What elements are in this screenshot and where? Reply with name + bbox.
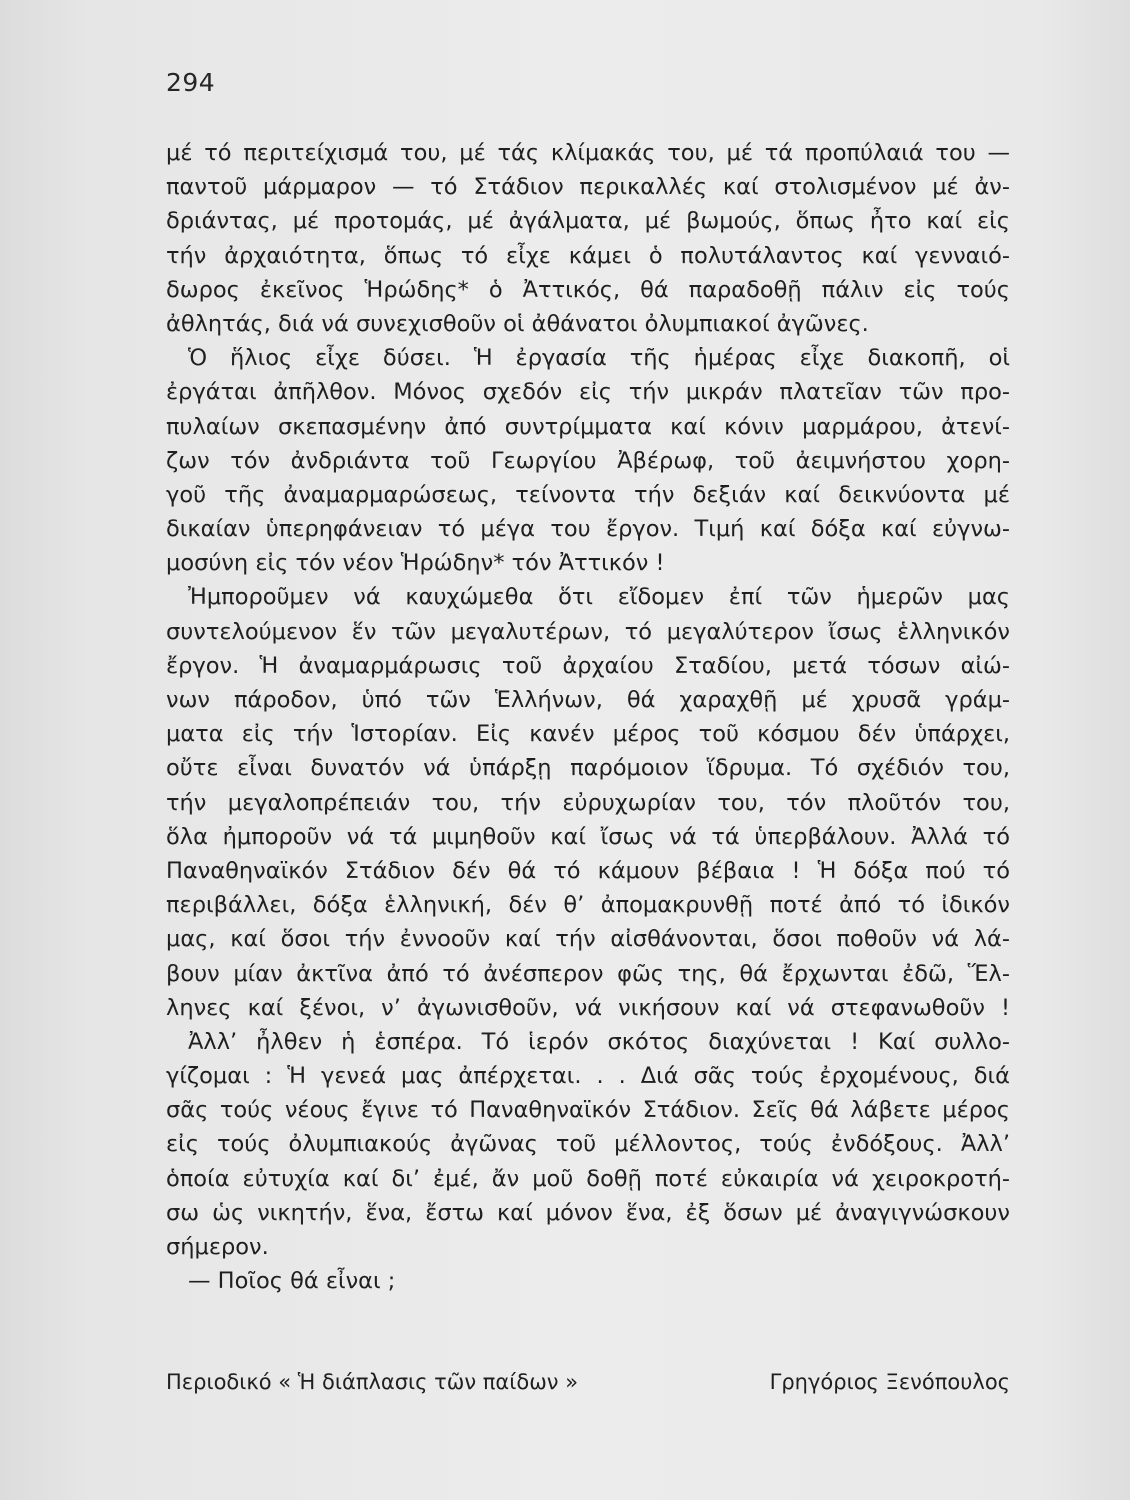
text-line: δικαίαν ὑπερηφάνειαν τό μέγα του ἔργον. Τιμή καί δόξα καί εὐγνω- [166,516,1010,543]
footer-author: Γρηγόριος Ξενόπουλος [769,1370,1010,1394]
text-line: τήν ἀρχαιότητα, ὅπως τό εἶχε κάμει ὁ πολυτάλαντος καί γενναιό- [166,242,1010,269]
text-line: συντελούμενον ἕν τῶν μεγαλυτέρων, τό μεγαλύτερον ἴσως ἑλληνικόν [166,618,1010,645]
text-line: Ἀλλ’ ἦλθεν ἡ ἑσπέρα. Τό ἱερόν σκότος διαχύνεται ! Καί συλλο- [188,1028,1010,1055]
text-line: δριάντας, μέ προτομάς, μέ ἀγάλματα, μέ βωμούς, ὅπως ἦτο καί εἰς [166,208,1010,235]
text-line: βουν μίαν ἀκτῖνα ἀπό τό ἀνέσπερον φῶς της, θά ἔρχωνται ἐδῶ, Ἕλ- [166,960,1010,987]
text-line: ματα εἰς τήν Ἱστορίαν. Εἰς κανέν μέρος τοῦ κόσμου δέν ὑπάρχει, [166,721,1010,748]
text-line: μας, καί ὅσοι τήν ἐννοοῦν καί τήν αἰσθάνονται, ὅσοι ποθοῦν νά λά- [166,926,1010,953]
text-line: δωρος ἐκεῖνος Ἡρώδης* ὁ Ἀττικός, θά παραδοθῇ πάλιν εἰς τούς [166,276,1010,303]
page-footer [166,1370,1010,1394]
text-line: μέ τό περιτείχισμά του, μέ τάς κλίμακάς του, μέ τά προπύλαιά του — [166,140,1010,166]
text-line: σήμερον. [166,1234,269,1260]
text-line: περιβάλλει, δόξα ἑλληνική, δέν θ’ ἀπομακρυνθῇ ποτέ ἀπό τό ἰδικόν [166,892,1010,919]
text-line: οὔτε εἶναι δυνατόν νά ὑπάρξῃ παρόμοιον ἵδρυμα. Τό σχέδιόν του, [166,755,1010,782]
text-line: εἰς τούς ὀλυμπιακούς ἀγῶνας τοῦ μέλλοντος, τούς ἐνδόξους. Ἀλλ’ [166,1131,1010,1158]
text-line: Παναθηναϊκόν Στάδιον δέν θά τό κάμουν βέβαια ! Ἡ δόξα πού τό [166,857,1010,884]
text-line: Ἠμποροῦμεν νά καυχώμεθα ὅτι εἴδομεν ἐπί τῶν ἡμερῶν μας [188,584,1010,611]
text-line: — Ποῖος θά εἶναι ; [188,1268,396,1295]
text-line: ἔργον. Ἡ ἀναμαρμάρωσις τοῦ ἀρχαίου Σταδίου, μετά τόσων αἰώ- [166,652,1010,679]
body-text [166,136,1010,1298]
page-number: 294 [166,68,216,97]
text-line: τήν μεγαλοπρέπειάν του, τήν εὐρυχωρίαν του, τόν πλοῦτόν του, [166,789,1010,816]
text-line: Ὁ ἥλιος εἶχε δύσει. Ἡ ἐργασία τῆς ἡμέρας εἶχε διακοπῆ, οἱ [188,345,1010,372]
text-line: ὁποία εὐτυχία καί δι’ ἐμέ, ἄν μοῦ δοθῇ ποτέ εὐκαιρία νά χειροκροτή- [166,1165,1010,1192]
text-line: ὅλα ἠμποροῦν νά τά μιμηθοῦν καί ἴσως νά τά ὑπερβάλουν. Ἀλλά τό [166,823,1010,850]
text-line: νων πάροδον, ὑπό τῶν Ἑλλήνων, θά χαραχθῇ μέ χρυσᾶ γράμ- [166,687,1010,713]
text-line: παντοῦ μάρμαρον — τό Στάδιον περικαλλές καί στολισμένον μέ ἀν- [166,174,1010,201]
text-line: γίζομαι : Ἡ γενεά μας ἀπέρχεται. . . Διά σᾶς τούς ἐρχομένους, διά [166,1063,1010,1090]
text-line: ἀθλητάς, διά νά συνεχισθοῦν οἱ ἀθάνατοι ὀλυμπιακοί ἀγῶνες. [166,310,869,337]
footer-source: Περιοδικό « Ἡ διάπλασις τῶν παίδων » [166,1370,579,1394]
text-line: πυλαίων σκεπασμένην ἀπό συντρίμματα καί κόνιν μαρμάρου, ἀτενί- [166,413,1010,440]
text-line: ληνες καί ξένοι, ν’ ἀγωνισθοῦν, νά νικήσουν καί νά στεφανωθοῦν ! [166,994,1010,1021]
text-line: σω ὡς νικητήν, ἕνα, ἔστω καί μόνον ἕνα, ἐξ ὅσων μέ ἀναγιγνώσκουν [166,1199,1010,1226]
text-line: μοσύνη εἰς τόν νέον Ἡρώδην* τόν Ἀττικόν ! [166,550,665,577]
text-line: σᾶς τούς νέους ἔγινε τό Παναθηναϊκόν Στάδιον. Σεῖς θά λάβετε μέρος [166,1097,1010,1124]
text-line: ἐργάται ἀπῆλθον. Μόνος σχεδόν εἰς τήν μικράν πλατεῖαν τῶν προ- [166,379,1010,406]
text-line: γοῦ τῆς ἀναμαρμαρώσεως, τείνοντα τήν δεξιάν καί δεικνύοντα μέ [166,481,1010,508]
text-line: ζων τόν ἀνδριάντα τοῦ Γεωργίου Ἀβέρωφ, τοῦ ἀειμνήστου χορη- [166,447,1010,474]
